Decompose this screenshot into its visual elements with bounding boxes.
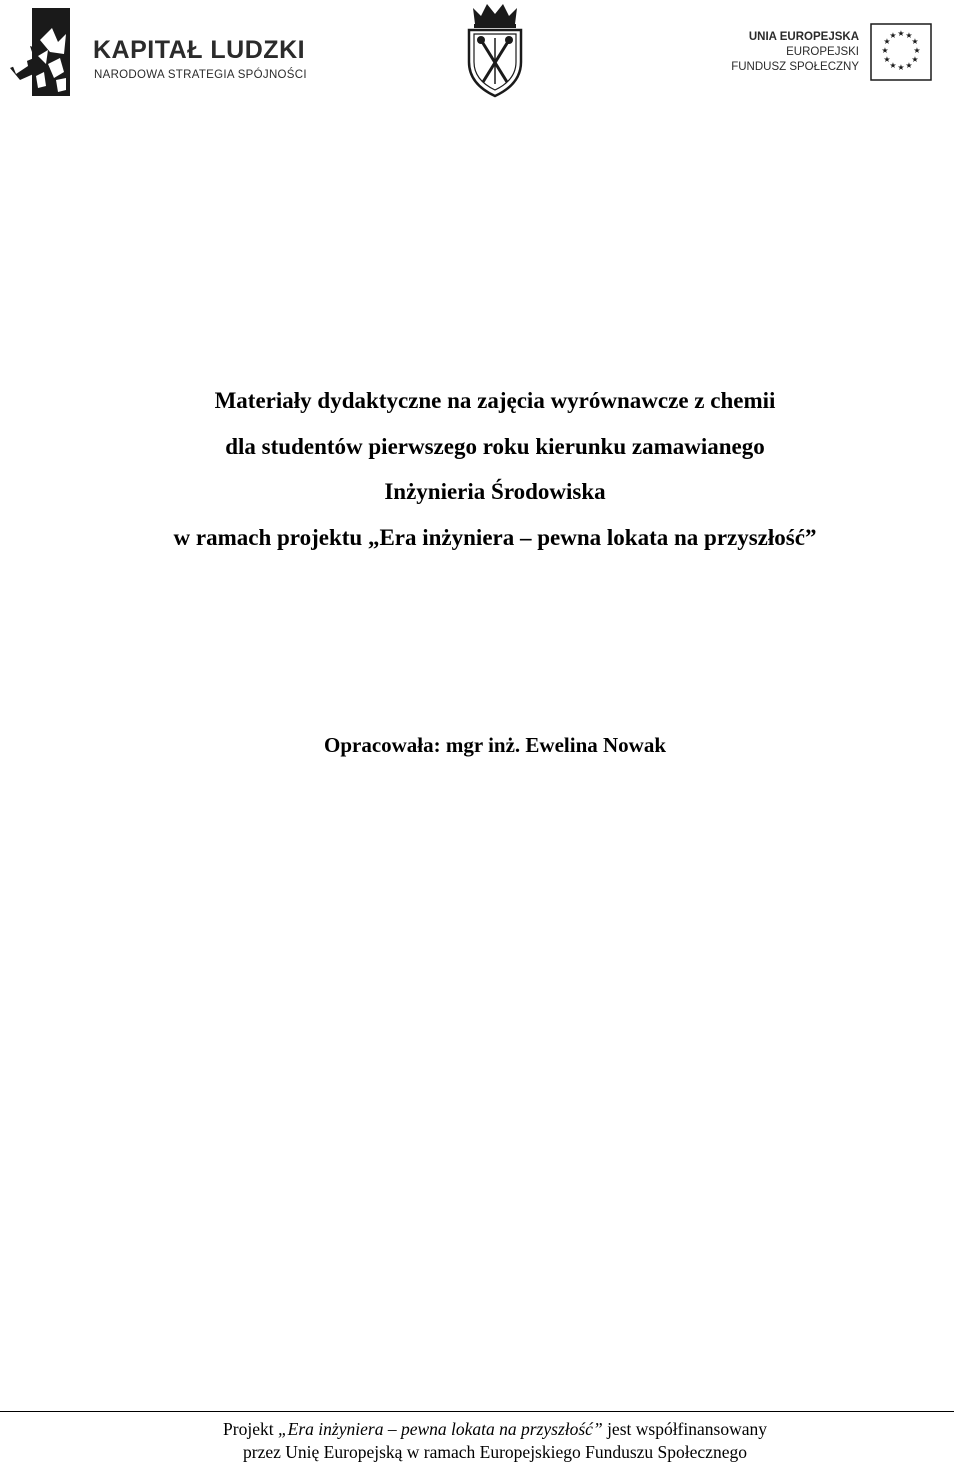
footer-divider bbox=[0, 1411, 954, 1412]
footer-line-1 bbox=[0, 1418, 960, 1441]
title-line-2: dla studentów pierwszego roku kierunku zamawianego bbox=[225, 434, 765, 459]
title-line-3: Inżynieria Środowiska bbox=[384, 479, 606, 504]
document-title bbox=[0, 378, 960, 561]
svg-text:★: ★ bbox=[905, 31, 913, 40]
svg-text:★: ★ bbox=[889, 61, 897, 70]
eu-logo-text bbox=[731, 30, 859, 75]
eu-flag-icon bbox=[870, 23, 932, 81]
kapital-ludzki-title: KAPITAŁ LUDZKI bbox=[93, 36, 306, 64]
svg-text:★: ★ bbox=[881, 46, 889, 55]
university-crest-icon bbox=[463, 2, 527, 98]
svg-text:★: ★ bbox=[911, 37, 919, 46]
footer-prefix: Projekt bbox=[223, 1419, 278, 1439]
svg-text:★: ★ bbox=[897, 29, 905, 38]
svg-text:★: ★ bbox=[911, 55, 919, 64]
kapital-ludzki-mark-icon bbox=[8, 6, 72, 98]
svg-text:★: ★ bbox=[913, 46, 921, 55]
footer-suffix: jest współfinansowany bbox=[602, 1419, 767, 1439]
eu-logo-line1: UNIA EUROPEJSKA bbox=[748, 31, 859, 43]
svg-text:★: ★ bbox=[897, 63, 905, 72]
svg-text:★: ★ bbox=[883, 55, 891, 64]
page-header bbox=[0, 0, 960, 110]
eu-logo-line3: FUNDUSZ SPOŁECZNY bbox=[731, 61, 859, 73]
title-line-1: Materiały dydaktyczne na zajęcia wyrównawcze z chemii bbox=[214, 388, 776, 413]
page-footer bbox=[0, 1418, 960, 1464]
author-credit: Opracowała: mgr inż. Ewelina Nowak bbox=[323, 733, 667, 757]
kapital-ludzki-logo bbox=[8, 6, 308, 100]
svg-text:★: ★ bbox=[883, 37, 891, 46]
kapital-ludzki-subtitle: NARODOWA STRATEGIA SPÓJNOŚCI bbox=[94, 69, 307, 81]
svg-text:★: ★ bbox=[889, 31, 897, 40]
footer-project-name: „Era inżyniera – pewna lokata na przyszłość” bbox=[277, 1419, 603, 1439]
footer-line-2: przez Unię Europejską w ramach Europejskiego Funduszu Społecznego bbox=[243, 1442, 747, 1462]
title-line-4: w ramach projektu „Era inżyniera – pewna lokata na przyszłość” bbox=[173, 525, 817, 550]
svg-text:★: ★ bbox=[905, 61, 913, 70]
eu-logo-line2: EUROPEJSKI bbox=[786, 46, 859, 58]
